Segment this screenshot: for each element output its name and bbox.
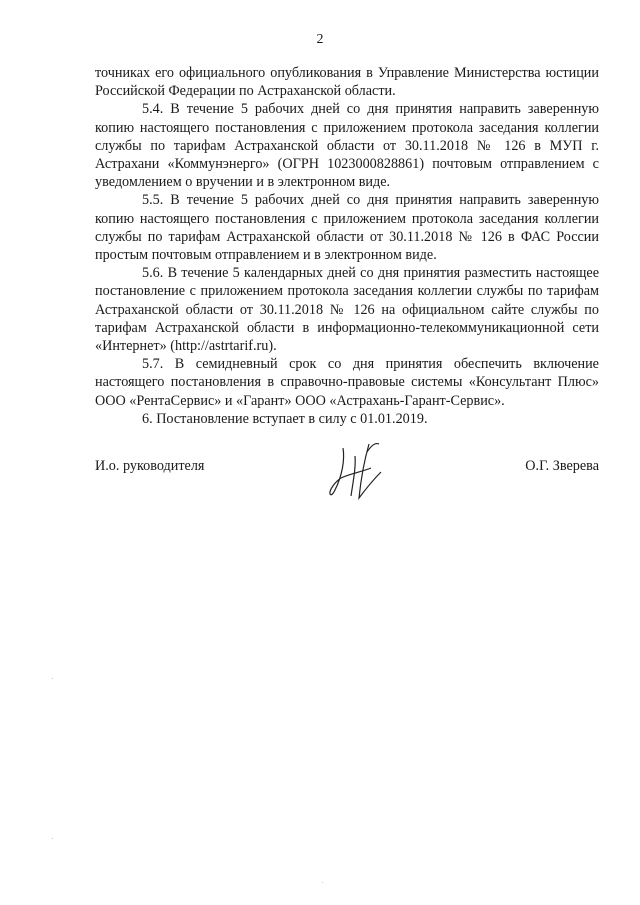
paragraph-5-7: 5.7. В семидневный срок со дня принятия обеспечить включение настоящего постановления в справочно-правовые системы «Консультант Плюс» ООО «РентаСервис» и «Гарант» ООО «Астрахань-Гарант-Сервис». — [95, 356, 599, 409]
paragraph-5-5: 5.5. В течение 5 рабочих дней со дня принятия направить заверенную копию настоящего постановления с приложением протокола заседания коллегии службы по тарифам Астраханской области от 30.11.2018 № 126 в ФАС России простым почтовым отправлением и в электронном виде. — [95, 192, 599, 264]
scan-speck — [52, 678, 53, 679]
scan-speck — [52, 838, 53, 839]
scan-speck — [322, 882, 323, 883]
signer-title: И.о. руководителя — [95, 458, 205, 474]
signer-name: О.Г. Зверева — [525, 458, 599, 474]
handwritten-signature — [325, 438, 395, 508]
page-number: 2 — [316, 32, 324, 47]
paragraph-5-6: 5.6. В течение 5 календарных дней со дня принятия разместить настоящее постановление с приложением протокола заседания коллегии службы по тарифам Астраханской области от 30.11.2018 № 126 на официальном сайте службы по тарифам Астраханской области в информационно-телекоммуникационной сети «Интернет» (http://astrtarif.ru). — [95, 265, 599, 355]
paragraph-6: 6. Постановление вступает в силу с 01.01.2019. — [142, 410, 428, 427]
document-body — [95, 64, 599, 428]
signature-block — [95, 440, 599, 510]
paragraph-5-4: 5.4. В течение 5 рабочих дней со дня принятия направить заверенную копию настоящего постановления с приложением протокола заседания коллегии службы по тарифам Астраханской области от 30.11.2018 № 126 в МУП г. Астрахани «Коммунэнерго» (ОГРН 1023000828861) почтовым отправлением с уведомлением о вручении и в электронном виде. — [95, 101, 599, 191]
paragraph-continuation: точниках его официального опубликования в Управление Министерства юстиции Российской Федерации по Астраханской области. — [95, 65, 599, 100]
